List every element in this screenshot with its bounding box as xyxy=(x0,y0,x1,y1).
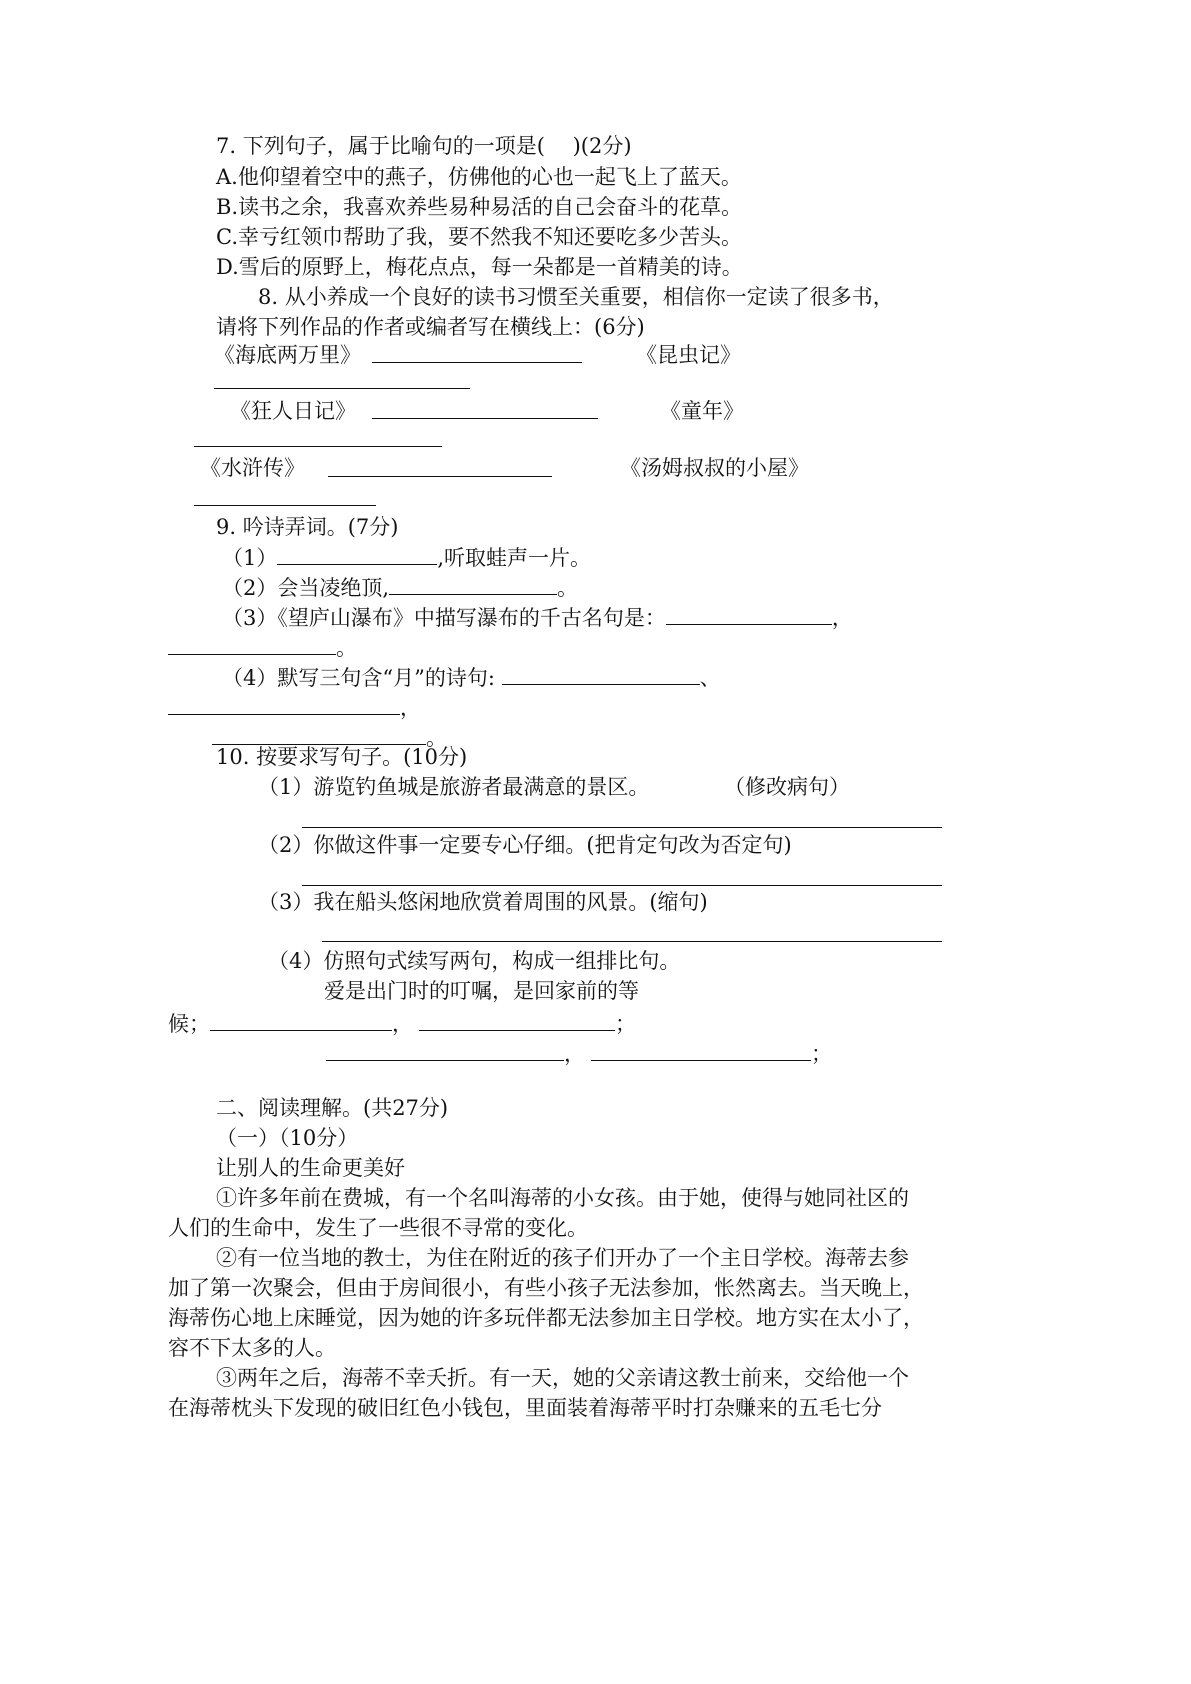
q10-s1-note: （修改病句） xyxy=(724,775,850,799)
q7-option-c: C.幸亏红领巾帮助了我，要不然我不知还要吃多少苦头。 xyxy=(216,225,742,249)
q9-part4 xyxy=(222,662,721,693)
q10-s2: （2）你做这件事一定要专心仔细。(把肯定句改为否定句) xyxy=(258,833,792,857)
q10-stem: 10. 按要求写句子。(10分) xyxy=(216,745,468,769)
passage-para2-line3: 海蒂伤心地上床睡觉，因为她的许多玩伴都无法参加主日学校。地方实在太小了， xyxy=(168,1306,924,1330)
q9-part4-comma: ， xyxy=(400,696,421,720)
passage-para3-line1: ③两年之后，海蒂不幸夭折。有一天，她的父亲请这教士前来，交给他一个 xyxy=(216,1366,909,1390)
q10-s4-blank-4[interactable] xyxy=(591,1038,811,1061)
q9-part1-text: ,听取蛙声一片。 xyxy=(437,546,592,570)
q7-option-d: D.雪后的原野上，梅花点点，每一朵都是一首精美的诗。 xyxy=(216,255,743,279)
q7-stem: 7. 下列句子，属于比喻句的一项是( )(2分) xyxy=(216,134,632,158)
q9-part1 xyxy=(222,542,591,573)
q8-book-3: 《狂人日记》 xyxy=(230,399,356,423)
q9-part3-blank-2[interactable] xyxy=(168,632,336,655)
q8-book-5: 《水浒传》 xyxy=(200,456,305,480)
q10-s4-cont: 候； xyxy=(168,1012,210,1036)
q7-option-a: A.他仰望着空中的燕子，仿佛他的心也一起飞上了蓝天。 xyxy=(216,165,742,189)
passage-para2-line1: ②有一位当地的教士，为住在附近的孩子们开办了一个主日学校。海蒂去参 xyxy=(216,1246,909,1270)
q10-s4-line2 xyxy=(326,1038,832,1069)
q10-s1: （1）游览钓鱼城是旅游者最满意的景区。 xyxy=(258,775,650,799)
part2-heading: 二、阅读理解。(共27分) xyxy=(216,1096,449,1120)
q9-part1-label: （1） xyxy=(222,546,278,570)
q9-part4-period: 。 xyxy=(426,726,447,750)
q9-part4-blank-2[interactable] xyxy=(168,692,400,715)
q7-option-b: B.读书之余，我喜欢养些易种易活的自己会奋斗的花草。 xyxy=(216,195,743,219)
q9-part4-text: （4）默写三句含“月”的诗句: xyxy=(222,666,495,690)
q9-part3-text: （3）《望庐山瀑布》中描写瀑布的千古名句是： xyxy=(222,606,666,630)
q10-s4-blank-3[interactable] xyxy=(326,1038,564,1061)
q9-part3-blank-1[interactable] xyxy=(666,602,832,625)
q9-part1-blank[interactable] xyxy=(277,542,437,565)
q10-answer-line-1[interactable] xyxy=(302,827,942,828)
passage-para2-line4: 容不下太多的人。 xyxy=(168,1336,336,1360)
q9-part4-blank-1[interactable] xyxy=(502,662,700,685)
q8-answer-line-4[interactable] xyxy=(194,446,442,447)
q10-answer-line-2[interactable] xyxy=(302,885,942,886)
q10-s4-semicolon-1: ； xyxy=(615,1012,636,1036)
q10-s4: （4）仿照句式续写两句，构成一组排比句。 xyxy=(268,949,681,973)
q10-s4-semicolon-2: ； xyxy=(811,1042,832,1066)
part2-sub: （一）（10分） xyxy=(216,1126,359,1150)
q9-part2-end: 。 xyxy=(557,576,579,600)
passage-para1-line2: 人们的生命中，发生了一些很不寻常的变化。 xyxy=(168,1216,588,1240)
q8-answer-line-5[interactable] xyxy=(328,476,552,477)
q9-stem: 9. 吟诗弄词。(7分) xyxy=(216,515,399,539)
passage-para3-line2: 在海蒂枕头下发现的破旧红色小钱包，里面装着海蒂平时打杂赚来的五毛七分 xyxy=(168,1396,882,1420)
q9-part3-cont xyxy=(168,632,357,663)
q9-part2-text: （2）会当凌绝顶, xyxy=(222,576,390,600)
q10-s4-comma-1: ， xyxy=(392,1012,413,1036)
q10-s4-blank-1[interactable] xyxy=(210,1008,392,1031)
q9-part2 xyxy=(222,572,578,603)
q8-stem-line2: 请将下列作品的作者或编者写在横线上：(6分) xyxy=(216,315,645,339)
q9-part3-comma: ， xyxy=(831,606,853,630)
q8-answer-line-6[interactable] xyxy=(194,505,376,506)
q10-s4-line1 xyxy=(168,1008,636,1039)
q8-book-2: 《昆虫记》 xyxy=(636,343,741,367)
q10-s4-comma-2: ， xyxy=(564,1042,585,1066)
q8-answer-line-2[interactable] xyxy=(214,388,470,389)
q9-part2-blank[interactable] xyxy=(389,572,557,595)
q8-book-6: 《汤姆叔叔的小屋》 xyxy=(620,456,809,480)
q8-answer-line-1[interactable] xyxy=(372,362,582,363)
q9-part4-line2 xyxy=(168,692,421,723)
q9-part4-dun: 、 xyxy=(699,666,721,690)
q10-s4-example: 爱是出门时的叮嘱，是回家前的等 xyxy=(324,979,639,1003)
passage-para1-line1: ①许多年前在费城，有一个名叫海蒂的小女孩。由于她，使得与她同社区的 xyxy=(216,1186,909,1210)
passage-title: 让别人的生命更美好 xyxy=(216,1156,405,1180)
q8-book-1: 《海底两万里》 xyxy=(214,343,361,367)
q10-s4-blank-2[interactable] xyxy=(419,1008,615,1031)
q8-answer-line-3[interactable] xyxy=(372,418,598,419)
q10-answer-line-3[interactable] xyxy=(322,941,942,942)
q8-book-4: 《童年》 xyxy=(660,399,744,423)
q10-s3: （3）我在船头悠闲地欣赏着周围的风景。(缩句) xyxy=(258,890,708,914)
passage-para2-line2: 加了第一次聚会，但由于房间很小，有些小孩子无法参加，怅然离去。当天晚上， xyxy=(168,1276,924,1300)
q8-stem-line1: 8. 从小养成一个良好的读书习惯至关重要，相信你一定读了很多书， xyxy=(258,285,894,309)
q9-part3-period: 。 xyxy=(336,636,357,660)
q9-part3 xyxy=(222,602,853,633)
